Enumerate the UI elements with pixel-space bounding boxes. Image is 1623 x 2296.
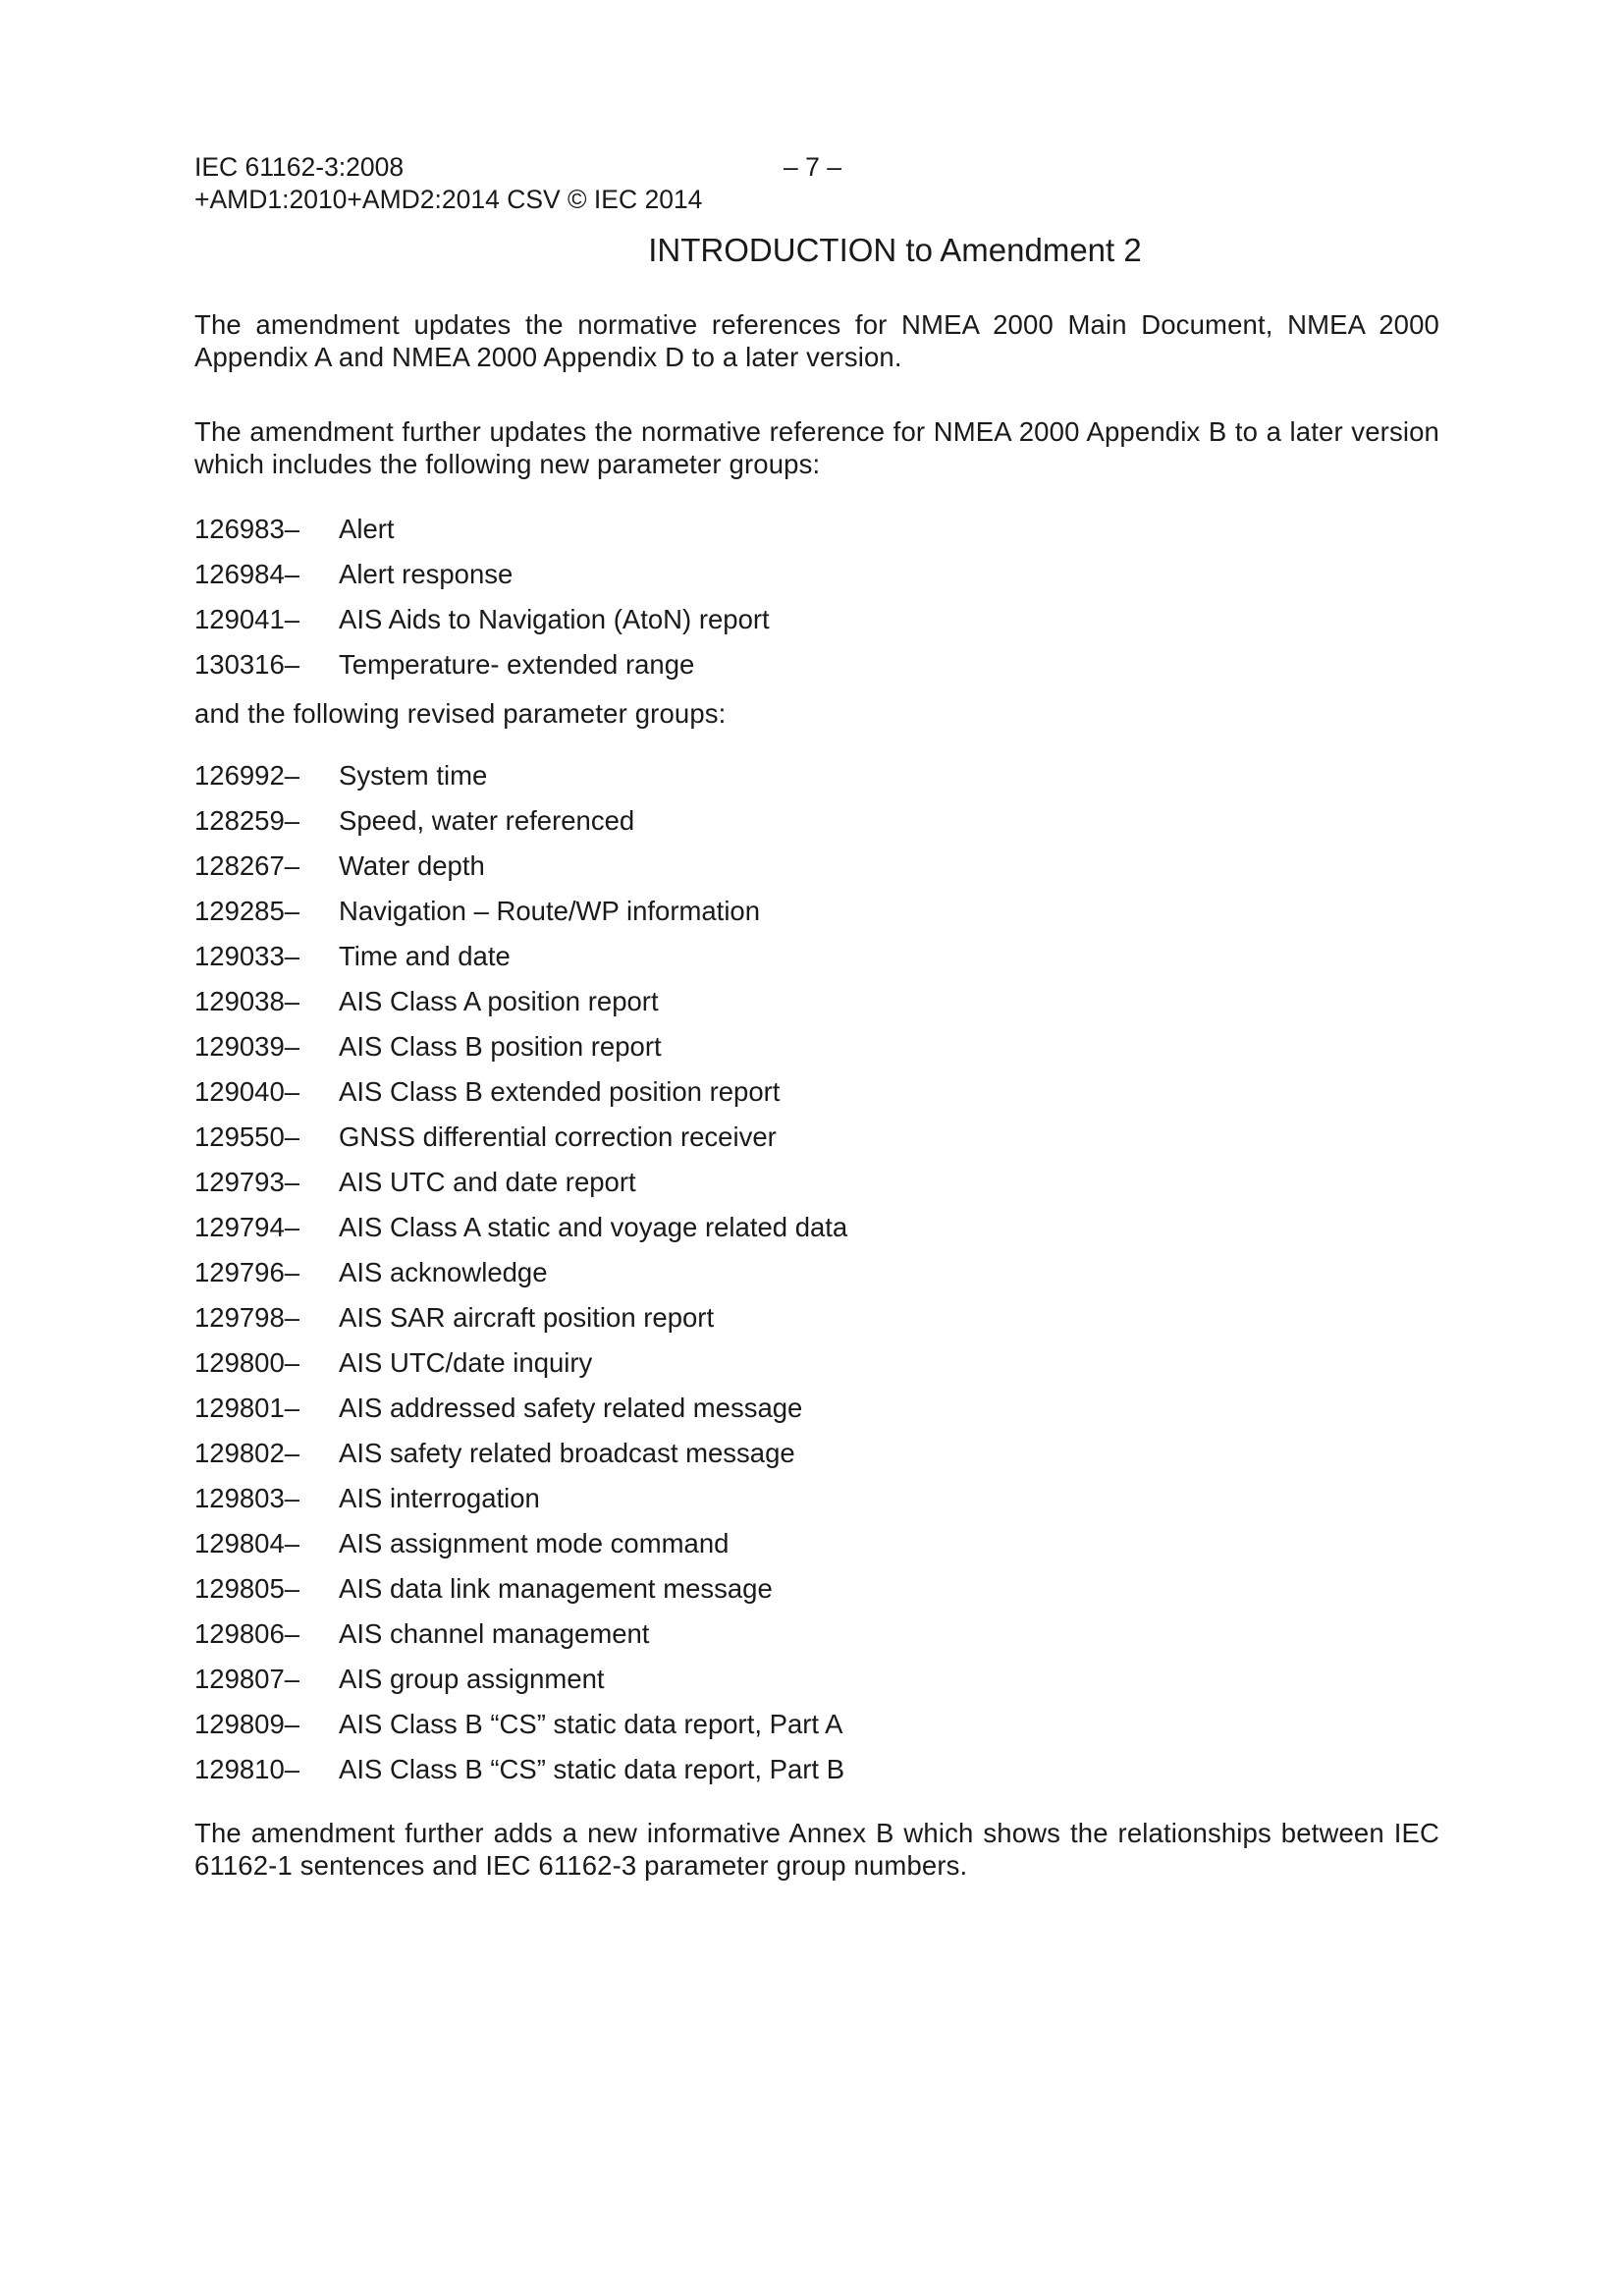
parameter-group-item [194, 1160, 1439, 1205]
parameter-group-description: Temperature- extended range [339, 649, 695, 680]
parameter-group-description: Speed, water referenced [339, 805, 635, 836]
parameter-group-description: GNSS differential correction receiver [339, 1121, 777, 1152]
parameter-group-description: AIS interrogation [339, 1483, 540, 1513]
parameter-group-description: AIS Class A static and voyage related data [339, 1212, 848, 1242]
parameter-group-number: 129038– [194, 986, 300, 1016]
parameter-group-item [194, 1431, 1439, 1476]
parameter-group-number: 126984– [194, 559, 300, 589]
parameter-group-item [194, 1702, 1439, 1747]
parameter-group-description: Alert [339, 514, 395, 544]
parameter-group-number: 129804– [194, 1528, 300, 1558]
parameter-group-number: 129802– [194, 1438, 300, 1468]
parameter-group-number: 129039– [194, 1031, 300, 1062]
parameter-group-number: 130316– [194, 649, 300, 680]
parameter-group-number: 129796– [194, 1257, 300, 1287]
parameter-group-number: 129040– [194, 1076, 300, 1107]
amendment-designation: +AMD1:2010+AMD2:2014 CSV © IEC 2014 [194, 185, 703, 214]
parameter-group-description: AIS safety related broadcast message [339, 1438, 795, 1468]
parameter-group-description: AIS channel management [339, 1618, 650, 1649]
parameter-group-number: 126983– [194, 514, 300, 544]
parameter-group-item [194, 1115, 1439, 1160]
parameter-group-description: Time and date [339, 941, 511, 971]
page-header [194, 151, 882, 216]
parameter-group-description: System time [339, 760, 488, 791]
parameter-group-description: AIS acknowledge [339, 1257, 548, 1287]
parameter-group-item [194, 1747, 1439, 1792]
parameter-group-number: 129800– [194, 1347, 300, 1378]
parameter-group-description: Water depth [339, 850, 485, 881]
paragraph-appendix-b: The amendment further updates the normative reference for NMEA 2000 Appendix B to a later version which includes the following new parameter groups: [194, 416, 1439, 479]
page-number: – 7 – [784, 152, 841, 182]
parameter-group-item [194, 1386, 1439, 1431]
parameter-group-number: 129550– [194, 1121, 300, 1152]
parameter-group-item [194, 1024, 1439, 1069]
parameter-group-number: 129041– [194, 604, 300, 634]
parameter-group-item [194, 979, 1439, 1024]
parameter-group-item [194, 1657, 1439, 1702]
parameter-group-item [194, 597, 1439, 642]
header-line-1 [194, 151, 882, 184]
parameter-group-item [194, 1612, 1439, 1657]
parameter-group-item [194, 844, 1439, 889]
parameter-group-number: 129810– [194, 1754, 300, 1784]
parameter-group-item [194, 1340, 1439, 1386]
parameter-group-item [194, 1566, 1439, 1612]
parameter-group-item [194, 889, 1439, 934]
parameter-group-item [194, 1205, 1439, 1250]
paragraph-annex-b: The amendment further adds a new informative Annex B which shows the relationships between IEC 61162-1 sentences and IEC 61162-3 parameter group numbers. [194, 1818, 1439, 1881]
parameter-group-item [194, 1476, 1439, 1521]
parameter-group-number: 129798– [194, 1302, 300, 1333]
parameter-group-number: 129801– [194, 1393, 300, 1423]
parameter-group-item [194, 552, 1439, 597]
parameter-group-number: 126992– [194, 760, 300, 791]
parameter-group-number: 129807– [194, 1664, 300, 1694]
parameter-group-item [194, 1521, 1439, 1566]
parameter-group-description: Alert response [339, 559, 514, 589]
parameter-group-number: 128267– [194, 850, 300, 881]
parameter-group-description: AIS UTC/date inquiry [339, 1347, 593, 1378]
parameter-group-description: AIS UTC and date report [339, 1167, 636, 1197]
parameter-group-number: 129285– [194, 896, 300, 926]
parameter-group-item [194, 1069, 1439, 1115]
parameter-group-number: 129805– [194, 1573, 300, 1604]
parameter-group-number: 128259– [194, 805, 300, 836]
parameter-group-description: AIS Class B “CS” static data report, Part A [339, 1709, 843, 1739]
parameter-group-number: 129809– [194, 1709, 300, 1739]
parameter-group-description: Navigation – Route/WP information [339, 896, 761, 926]
parameter-group-description: AIS Class B extended position report [339, 1076, 781, 1107]
parameter-group-description: AIS Aids to Navigation (AtoN) report [339, 604, 770, 634]
parameter-group-item [194, 1295, 1439, 1340]
paragraph-revised-intro: and the following revised parameter groups: [194, 698, 727, 729]
parameter-group-description: AIS Class B “CS” static data report, Part B [339, 1754, 845, 1784]
parameter-group-item [194, 753, 1439, 798]
new-parameter-groups-list [194, 507, 1439, 687]
parameter-group-description: AIS addressed safety related message [339, 1393, 803, 1423]
parameter-group-item [194, 798, 1439, 844]
parameter-group-number: 129033– [194, 941, 300, 971]
section-title: INTRODUCTION to Amendment 2 [648, 232, 1142, 268]
revised-parameter-groups-list [194, 753, 1439, 1792]
parameter-group-item [194, 1250, 1439, 1295]
parameter-group-item [194, 934, 1439, 979]
parameter-group-description: AIS Class B position report [339, 1031, 662, 1062]
parameter-group-description: AIS Class A position report [339, 986, 659, 1016]
document-body [194, 308, 1439, 1882]
parameter-group-item [194, 642, 1439, 687]
standard-designation: IEC 61162-3:2008 [194, 152, 405, 182]
parameter-group-description: AIS group assignment [339, 1664, 605, 1694]
parameter-group-description: AIS data link management message [339, 1573, 773, 1604]
parameter-group-description: AIS assignment mode command [339, 1528, 730, 1558]
parameter-group-number: 129794– [194, 1212, 300, 1242]
parameter-group-description: AIS SAR aircraft position report [339, 1302, 715, 1333]
parameter-group-item [194, 507, 1439, 552]
paragraph-normative-references: The amendment updates the normative references for NMEA 2000 Main Document, NMEA 2000 Appendix A and NMEA 2000 Appendix D to a later version. [194, 309, 1439, 372]
parameter-group-number: 129806– [194, 1618, 300, 1649]
parameter-group-number: 129803– [194, 1483, 300, 1513]
parameter-group-number: 129793– [194, 1167, 300, 1197]
